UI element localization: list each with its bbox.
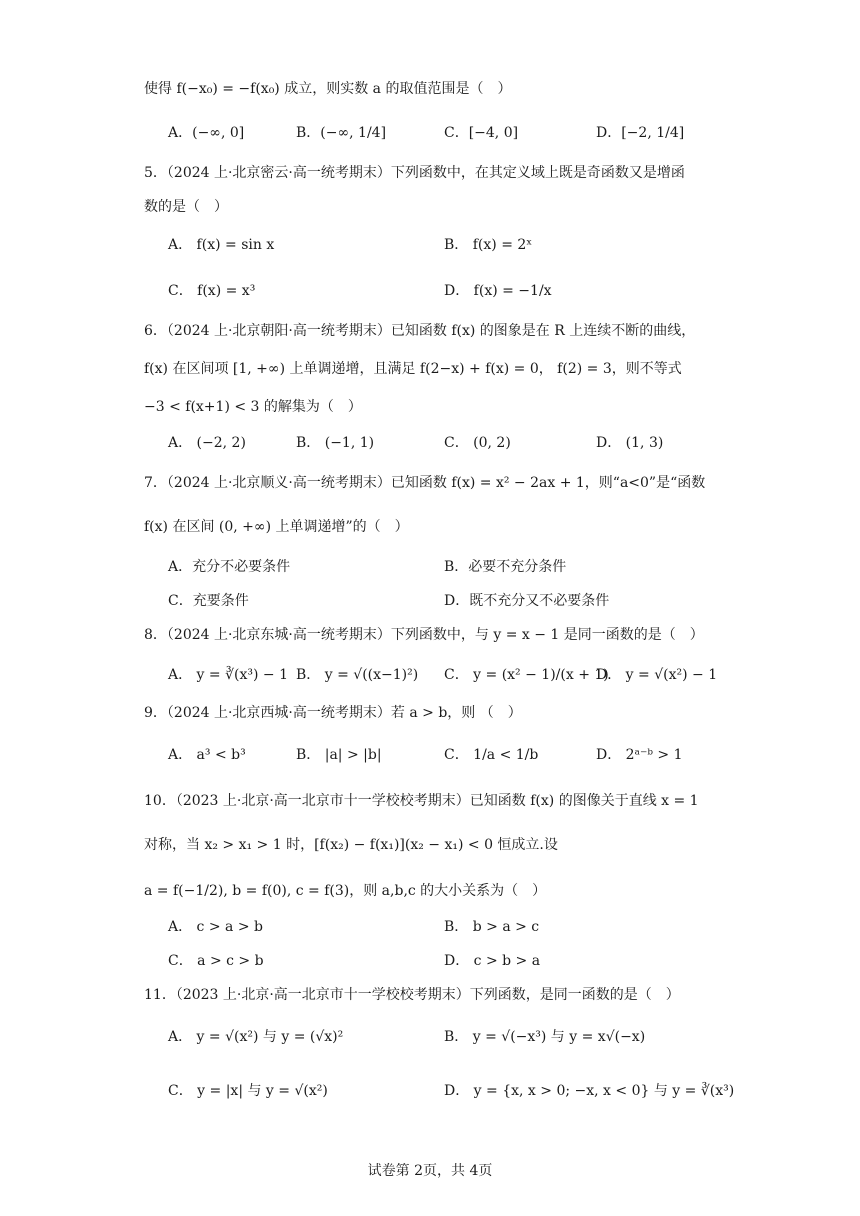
q9-stem: 9．（2024 上·北京西城·高一统考期末）若 a > b，则 （ ）	[144, 705, 522, 721]
q9-option-b: B． |a| > |b|	[296, 747, 382, 763]
q6-stem-line3: −3 < f(x+1) < 3 的解集为（ ）	[144, 399, 362, 415]
page-footer: 试卷第 2页，共 4页	[367, 1163, 493, 1179]
q4-option-d: D．[−2, 1/4]	[596, 125, 685, 141]
q9-option-c: C． 1/a < 1/b	[444, 747, 539, 763]
q6-stem-line1: 6．（2024 上·北京朝阳·高一统考期末）已知函数 f(x) 的图象是在 R 上连续不断的曲线，	[144, 323, 696, 339]
q8-stem: 8．（2024 上·北京东城·高一统考期末）下列函数中，与 y = x − 1 是同一函数的是（ ）	[144, 627, 704, 643]
q10-option-b: B． b > a > c	[444, 919, 540, 935]
q9-option-d: D． 2ᵃ⁻ᵇ > 1	[596, 747, 683, 763]
q11-option-c: C． y = |x| 与 y = √(x²)	[168, 1083, 328, 1099]
q10-option-c: C． a > c > b	[168, 953, 264, 969]
q4-option-b: B．(−∞, 1/4]	[296, 125, 387, 141]
q5-stem-line1: 5．（2024 上·北京密云·高一统考期末）下列函数中，在其定义域上既是奇函数又是增函	[144, 165, 685, 181]
q7-option-d: D．既不充分又不必要条件	[444, 593, 610, 609]
q4-option-c: C．[−4, 0]	[444, 125, 519, 141]
q7-option-c: C．充要条件	[168, 593, 249, 609]
q11-option-d: D． y = {x, x > 0; −x, x < 0} 与 y = ∛(x³)	[444, 1083, 735, 1099]
q8-option-a: A． y = ∛(x³) − 1	[168, 667, 288, 683]
q10-stem-line1: 10．（2023 上·北京·高一北京市十一学校校考期末）已知函数 f(x) 的图像关于直线 x = 1	[144, 793, 699, 809]
q5-option-b: B． f(x) = 2ˣ	[444, 237, 533, 253]
q7-option-a: A．充分不必要条件	[168, 559, 291, 575]
q10-option-d: D． c > b > a	[444, 953, 541, 969]
q5-option-d: D． f(x) = −1/x	[444, 283, 552, 299]
q8-option-c: C． y = (x² − 1)/(x + 1)	[444, 667, 609, 683]
q4-option-a: A．(−∞, 0]	[168, 125, 245, 141]
q8-option-d: D． y = √(x²) − 1	[596, 667, 718, 683]
q6-option-a: A． (−2, 2)	[168, 435, 246, 451]
q10-option-a: A． c > a > b	[168, 919, 263, 935]
q5-stem-line2: 数的是（ ）	[144, 199, 228, 215]
q11-stem: 11．（2023 上·北京·高一北京市十一学校校考期末）下列函数，是同一函数的是（ ）	[144, 987, 680, 1003]
q10-stem-line2: 对称，当 x₂ > x₁ > 1 时，[f(x₂) − f(x₁)](x₂ − x₁) < 0 恒成立.设	[144, 837, 558, 853]
q10-stem-line3: a = f(−1/2), b = f(0), c = f(3)，则 a,b,c 的大小关系为（ ）	[144, 883, 547, 899]
q11-option-a: A． y = √(x²) 与 y = (√x)²	[168, 1029, 344, 1045]
q4-stem-tail: 使得 f(−x₀) = −f(x₀) 成立，则实数 a 的取值范围是（ ）	[144, 81, 512, 97]
q7-stem-line1: 7．（2024 上·北京顺义·高一统考期末）已知函数 f(x) = x² − 2ax + 1，则“a<0”是“函数	[144, 475, 706, 491]
q6-option-b: B． (−1, 1)	[296, 435, 375, 451]
q11-option-b: B． y = √(−x³) 与 y = x√(−x)	[444, 1029, 646, 1045]
q7-stem-line2: f(x) 在区间 (0, +∞) 上单调递增”的（ ）	[144, 519, 409, 535]
q5-option-a: A． f(x) = sin x	[168, 237, 275, 253]
q6-stem-line2: f(x) 在区间项 [1, +∞) 上单调递增，且满足 f(2−x) + f(x) = 0， f(2) = 3，则不等式	[144, 361, 682, 377]
q9-option-a: A． a³ < b³	[168, 747, 246, 763]
q6-option-c: C． (0, 2)	[444, 435, 511, 451]
q8-option-b: B． y = √((x−1)²)	[296, 667, 419, 683]
q6-option-d: D． (1, 3)	[596, 435, 664, 451]
q7-option-b: B．必要不充分条件	[444, 559, 567, 575]
q5-option-c: C． f(x) = x³	[168, 283, 256, 299]
